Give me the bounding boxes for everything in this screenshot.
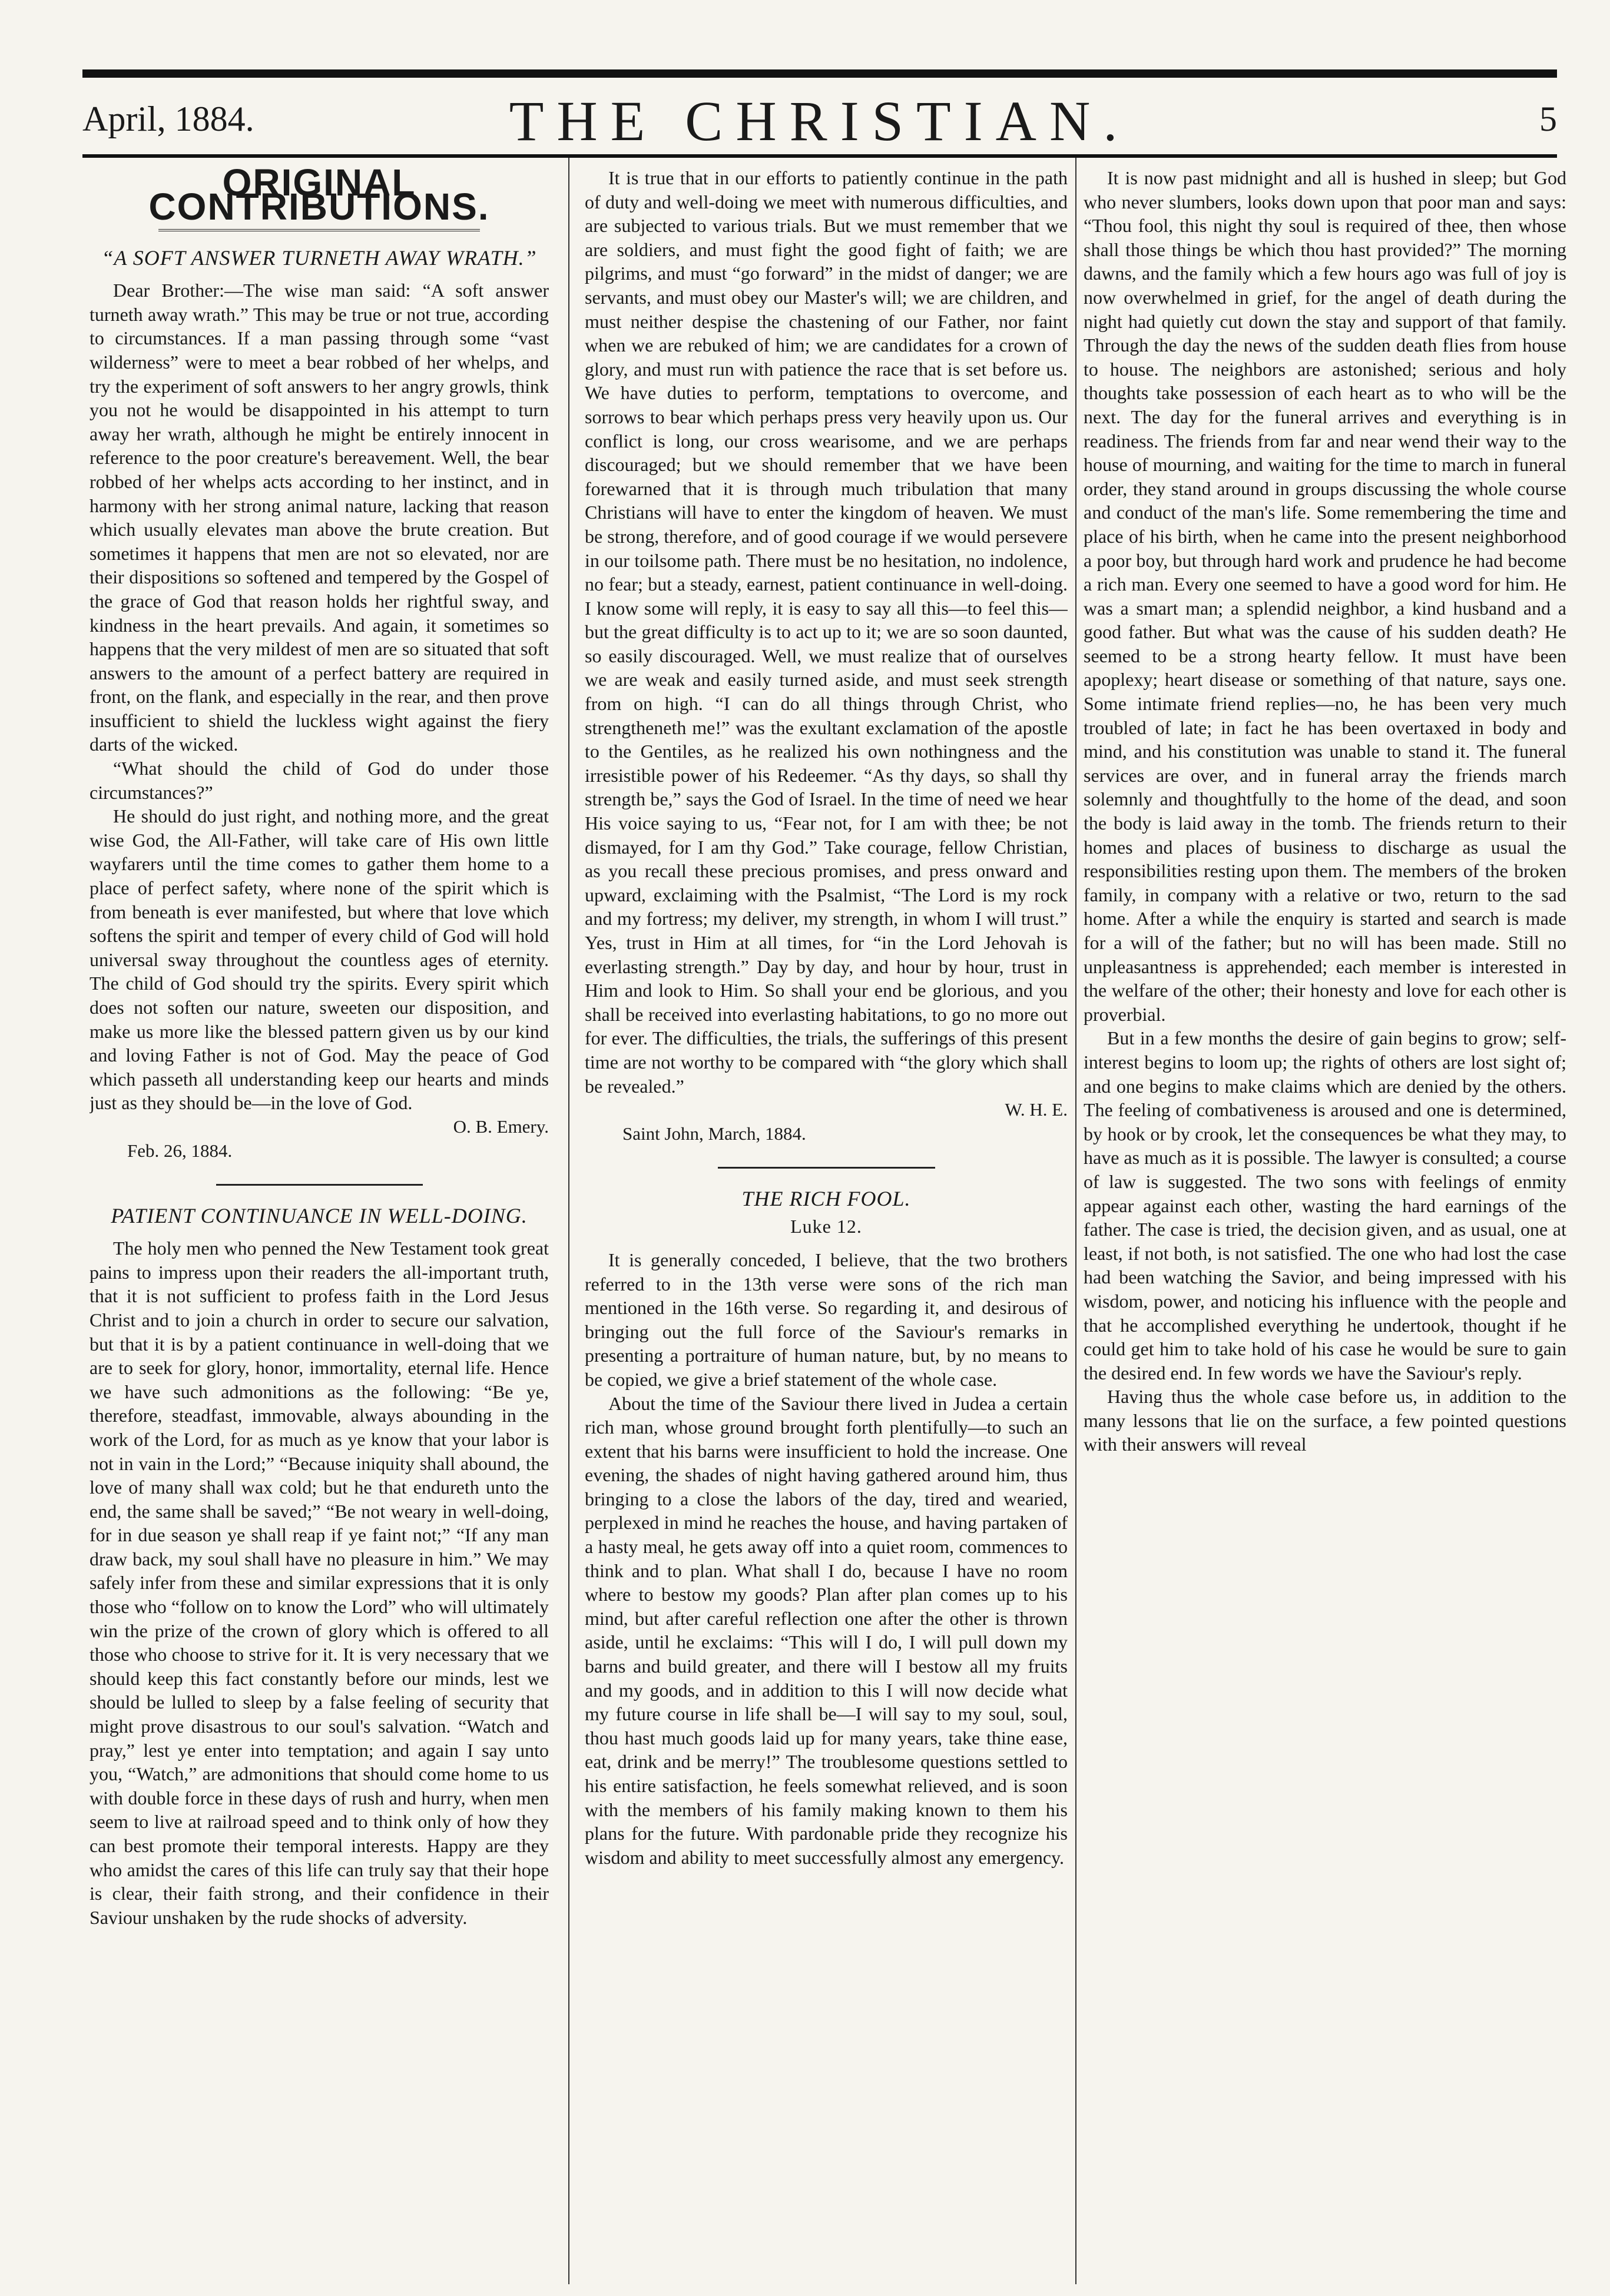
column-rule: [1075, 158, 1076, 2284]
masthead: [82, 88, 1557, 153]
article-paragraph: It is now past midnight and all is hushed in sleep; but God who never slumbers, looks down upon that poor man and says: “Thou fool, this night thy soul is required of thee, then whose shall those things be which thou hast provided?” The morning dawns, and the family which a few hours ago was full of joy is now overwhelmed in grief, for the angel of death during the night had quietly cut down the stay and support of that family. Through the day the news of the sudden death flies from house to house. The neighbors are astonished; serious and holy thoughts take possession of each heart as to who will be the next. The day for the funeral arrives and everything is in readiness. The friends from far and near wend their way to the house of mourning, and waiting for the time to march in funeral order, they stand around in groups discussing the whole course and conduct of the man's life. Some remembering the time and place of his birth, when he came into the present neighborhood a poor boy, but through hard work and prudence he had become a rich man. Every one seemed to have a good word for him. He was a smart man; a splendid neighbor, a kind husband and a good father. But what was the cause of his sudden death? He seemed to be a strong hearty fellow. It must have been apoplexy; heart disease or something of that nature, says one. Some intimate friend replies—no, he has been very much troubled of late; in fact he has been overtaxed in body and mind, and his constitution was unable to stand it. The funeral services are over, and in funeral array the friends march solemnly and thoughtfully to the home of the dead, and soon the body is laid away in the tomb. The friends return to their homes and places of business to discharge as usual the responsibilities resting upon them. The members of the broken family, in company with a relative or two, return to the sad home. After a while the enquiry is started and search is made for a will of the father; but no will has been made. Still no unpleasantness is apprehended; each member is interested in the welfare of the other; their honesty and love for each other is proverbial.: [1084, 167, 1566, 1025]
article-title: PATIENT CONTINUANCE IN WELL-DOING.: [111, 1204, 528, 1228]
divider: [158, 229, 480, 234]
article-signature: O. B. Emery.: [453, 1116, 549, 1137]
column-rule: [568, 158, 569, 2284]
article-paragraph: But in a few months the desire of gain begins to grow; self-interest begins to loom up; the rights of others are lost sight of; and one begins to make claims which are denied by the others. The feeling of combativeness is aroused and one is determined, by hook or by crook, let the consequences be what they may, to have as much as it is possible. The lawyer is consulted; a course of law is suggested. The two sons with feelings of enmity appear against each other, wasting the hard earnings of the father. The case is tried, the decision given, and as usual, one at least, if not both, is not satisfied. The one who had lost the case had been watching the Savior, and being impressed with his wisdom, power, and noticing his influence with the people and that he accomplished everything he undertook, thought if he could get him to take hold of his case he would be sure to gain the desired end. In few words we have the Saviour's reply.: [1084, 1027, 1566, 1383]
divider: [718, 1167, 935, 1169]
article-dateline: Saint John, March, 1884.: [622, 1123, 806, 1144]
article-subtitle: Luke 12.: [790, 1216, 862, 1237]
top-rule: [82, 69, 1557, 78]
article-title: THE RICH FOOL.: [741, 1187, 911, 1211]
article-signature: W. H. E.: [1005, 1099, 1068, 1120]
page-number: 5: [1539, 99, 1557, 138]
header-rule: [82, 154, 1557, 158]
column-1: [90, 166, 549, 2285]
article-paragraph: It is true that in our efforts to patiently continue in the path of duty and well-doing we meet with numerous difficulties, and are subjected to various trials. But we must remember that we are soldiers, and must fight the good fight of faith; we are pilgrims, and must “go forward” in the midst of danger; we are servants, and must obey our Master's will; we are children, and must neither despise the chastening of our Father, nor faint when we are rebuked of him; we are candidates for a crown of glory, and must run with patience the race that is set before us. We have duties to perform, temptations to overcome, and sorrows to bear which perhaps press very heavily upon us. Our conflict is long, our cross wearisome, and we are perhaps discouraged; but we should remember that we have been forewarned that it is through much tribulation that many Christians will have to enter the kingdom of heaven. We must be strong, therefore, and of good courage if we would persevere in our toilsome path. There must be no hesitation, no indolence, no fear; but a steady, earnest, patient continuance in well-doing. I know some will reply, it is easy to say all this—to feel this—but the great difficulty is to act up to it; we are so soon daunted, so easily discouraged. Well, we must realize that of ourselves we are weak and easily turned aside, and must seek strength from on high. “I can do all things through Christ, who strengtheneth me!” was the exultant exclamation of the apostle to the Gentiles, as he realized his own nothingness and the irresistible power of his Redeemer. “As thy days, so shall thy strength be,” says the God of Israel. In the time of need we hear His voice saying to us, “Fear not, for I am with thee; be not dismayed, for I am thy God.” Take courage, fellow Christian, as you recall these precious promises, and press onward and upward, exclaiming with the Psalmist, “The Lord is my rock and my fortress; my deliver, my strength, in whom I will trust.” Yes, trust in Him at all times, for “in the Lord Jehovah is everlasting strength.” Day by day, and hour by hour, trust in Him and look to Him. So shall your end be glorious, and you shall be received into everlasting habitations, to go no more out for ever. The difficulties, the trials, the sufferings of this present time are not worthy to be compared with “the glory which shall be revealed.”: [585, 167, 1068, 1097]
article-paragraph: He should do just right, and nothing more, and the great wise God, the All-Father, will take care of His own little wayfarers until the time comes to gather them home to a place of perfect safety, where none of the spirit which is from beneath is ever manifested, but where that love which softens the spirit and temper of every child of God will hold universal sway throughout the countless ages of eternity. The child of God should try the spirits. Every spirit which does not soften our nature, sweeten our disposition, and make us more like the blessed pattern given us by our kind and loving Father is not of God. May the peace of God which passeth all understanding keep our hearts and minds just as they should be—in the love of God.: [90, 805, 549, 1114]
column-3: [1084, 166, 1566, 2285]
article-paragraph: About the time of the Saviour there lived in Judea a certain rich man, whose ground brought forth plentifully—to such an extent that his barns were insufficient to hold the increase. One evening, the shades of night having gathered around him, thus bringing to a close the labors of the day, tired and wearied, perplexed in mind he reaches the house, and having partaken of a hasty meal, he gets away off into a quiet room, commences to think and to plan. What shall I do, because I have no room where to bestow my goods? Plan after plan comes up to his mind, but after careful reflection one after the other is thrown aside, until he exclaims: “This will I do, I will pull down my barns and build greater, and there will I bestow all my fruits and my goods, and in addition to this I will now decide what my future course in life shall be—I will say to my soul, soul, thou hast much goods laid up for many years, take thine ease, eat, drink and be merry!” The troublesome questions settled to his entire satisfaction, he feels somewhat relieved, and is soon with the members of his family making known to them his plans for the future. With pardonable pride they recognize his wisdom and ability to meet successfully almost any emergency.: [585, 1392, 1068, 1868]
article-paragraph: “What should the child of God do under those circumstances?”: [90, 758, 549, 803]
article-title: “A SOFT ANSWER TURNETH AWAY WRATH.”: [101, 246, 537, 270]
article-paragraph: The holy men who penned the New Testament took great pains to impress upon their readers the all-important truth, that it is not sufficient to profess faith in the Lord Jesus Christ and to join a church in order to secure our salvation, but that it is by a patient continuance in well-doing that we are to seek for glory, honor, immortality, eternal life. Hence we have such admonitions as the following: “Be ye, therefore, steadfast, immovable, always abounding in the work of the Lord, for as much as ye know that your labor is not in vain in the Lord;” “Because iniquity shall abound, the love of many shall wax cold; but he that endureth unto the end, the same shall be saved;” “Be not weary in well-doing, for in due season ye shall reap if ye faint not;” “If any man draw back, my soul shall have no pleasure in him.” We may safely infer from these and similar expressions that it is only those who “follow on to know the Lord” who will ultimately win the prize of the crown of glory which is offered to all those who choose to strive for it. It is very necessary that we should keep this fact constantly before our minds, lest we should be lulled to sleep by a false feeling of security that might prove disastrous to our soul's salvation. “Watch and pray,” lest ye enter into temptation; and again I say unto you, “Watch,” are admonitions that should come home to us with double force in these days of rush and hurry, when men seem to live at railroad speed and to think only of how they can best promote their temporal interests. Happy are they who amidst the cares of this life can truly say that their hope is clear, their faith strong, and their confidence in their Saviour unshaken by the rude shocks of adversity.: [90, 1237, 549, 1928]
article-paragraph: It is generally conceded, I believe, that the two brothers referred to in the 13th verse were sons of the rich man mentioned in the 16th verse. So regarding it, and desirous of bringing out the full force of the Saviour's remarks in presenting a portraiture of human nature, but, by no means to be copied, we give a brief statement of the whole case.: [585, 1249, 1068, 1390]
column-2: [585, 166, 1068, 2285]
section-heading: ORIGINAL CONTRIBUTIONS.: [148, 166, 490, 228]
divider: [216, 1184, 423, 1186]
article-paragraph: Dear Brother:—The wise man said: “A soft answer turneth away wrath.” This may be true or not true, according to circumstances. If a man passing through some “vast wilderness” were to meet a bear robbed of her whelps, and try the experiment of soft answers to her angry growls, think you not he would be disappointed in his attempt to turn away her wrath, although he might be entirely innocent in reference to the poor creature's bereavement. Well, the bear robbed of her whelps acts according to her instinct, and in harmony with her strong animal nature, lacking that reason which usually elevates man above the brute creation. But sometimes it happens that men are not so elevated, nor are their dispositions so softened and tempered by the Gospel of the grace of God that reason holds her rightful sway, and kindness in the heart prevails. And again, it sometimes so happens that the very mildest of men are so situated that soft answers to the amount of a perfect battery are required in front, on the flank, and especially in the rear, and then prove insufficient to shield the luckless wight against the fiery darts of the wicked.: [90, 280, 549, 755]
article-paragraph: Having thus the whole case before us, in addition to the many lessons that lie on the surface, a few pointed questions with their answers will reveal: [1084, 1386, 1566, 1455]
issue-date: April, 1884.: [82, 99, 254, 138]
article-dateline: Feb. 26, 1884.: [127, 1140, 233, 1161]
newspaper-title: THE CHRISTIAN.: [509, 89, 1131, 152]
